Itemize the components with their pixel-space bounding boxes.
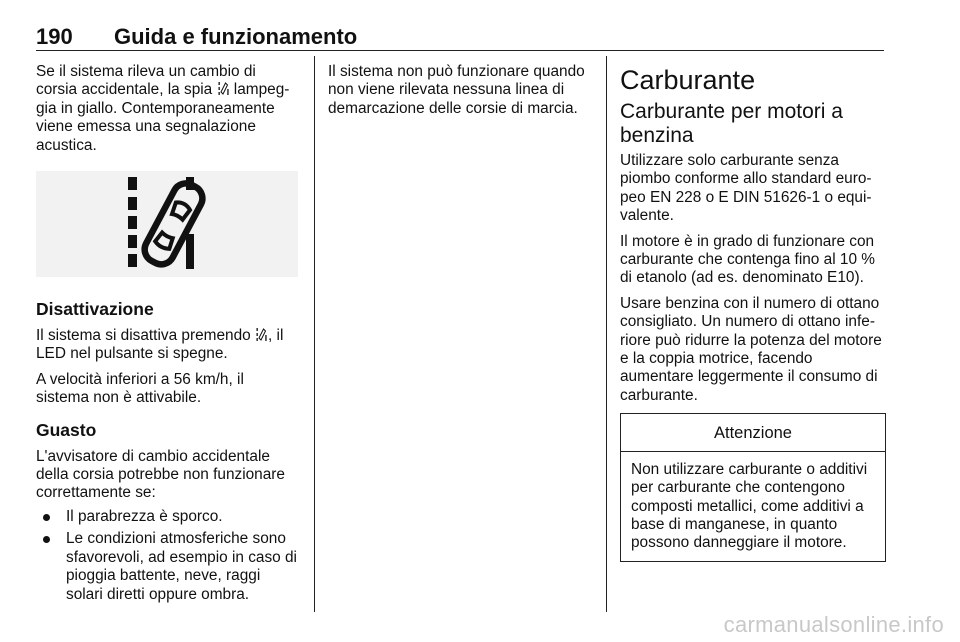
page-header: [36, 22, 884, 52]
warning-title: Attenzione: [621, 414, 885, 451]
warning-box: [620, 413, 886, 561]
section-title: Guida e funzionamento: [114, 24, 358, 49]
fuel-paragraph-2: Il motore è in grado di funzionare con carburante che contenga fino al 10 % di etanolo (ad es. denominato E10).: [620, 232, 875, 287]
column-divider-1: [314, 56, 315, 612]
page-number: 190: [36, 24, 73, 49]
fault-list: [36, 508, 298, 604]
column-divider-2: [606, 56, 607, 612]
watermark: carmanualsonline.info: [723, 612, 944, 637]
header-rule: [36, 50, 884, 51]
deactivation-heading: Disattivazione: [36, 299, 154, 320]
list-item: Le condizioni atmosferiche sono sfavorevoli, ad esempio in caso di pioggia battente, neve, raggi solari diretti oppure ombra.: [36, 530, 298, 604]
fault-intro: L'avvisatore di cambio accidentale della corsia potrebbe non funzionare correttamente se:: [36, 447, 285, 502]
lane-departure-icon: [36, 171, 298, 277]
list-item: Il parabrezza è sporco.: [36, 508, 298, 526]
bullet-icon: [43, 536, 50, 543]
fault-heading: Guasto: [36, 419, 97, 440]
bullet-icon: [43, 514, 50, 521]
deactivation-paragraph-1: Il sistema si disattiva premendo , il LED nel pulsante si spegne.: [36, 327, 284, 363]
deactivation-paragraph-2: A velocità inferiori a 56 km/h, il sistema non è attivabile.: [36, 370, 244, 407]
fuel-title: Carburante: [620, 65, 756, 95]
fuel-paragraph-3: Usare benzina con il numero di ottano consigliato. Un numero di ottano infe-riore può ridurre la potenza del motore e la coppia motrice, facendo aumentare leggermente il consumo di carburante.: [620, 294, 882, 404]
column-2-paragraph: Il sistema non può funzionare quando non viene rilevata nessuna linea di demarcazione delle corsie di marcia.: [328, 63, 585, 117]
intro-paragraph: Se il sistema rileva un cambio di corsia accidentale, la spia lampeg-gia in giallo. Contemporaneamente viene emessa una segnalazione acustica.: [36, 63, 290, 154]
lane-departure-figure: [36, 171, 298, 277]
column-1: [36, 63, 298, 608]
lane-departure-icon: [218, 82, 229, 95]
fuel-paragraph-1: Utilizzare solo carburante senza piombo conforme allo standard euro-peo EN 228 o E DIN 51626-1 o equi-valente.: [620, 152, 872, 225]
fuel-subtitle: Carburante per motori a benzina: [620, 100, 843, 147]
column-2: [328, 63, 590, 125]
warning-body: Non utilizzare carburante o additivi per carburante che contengono composti metallici, come additivi a base di manganese, in quanto possono danneggiare il motore.: [631, 460, 868, 552]
lane-departure-button-icon: [256, 328, 267, 341]
column-3: [620, 63, 886, 562]
